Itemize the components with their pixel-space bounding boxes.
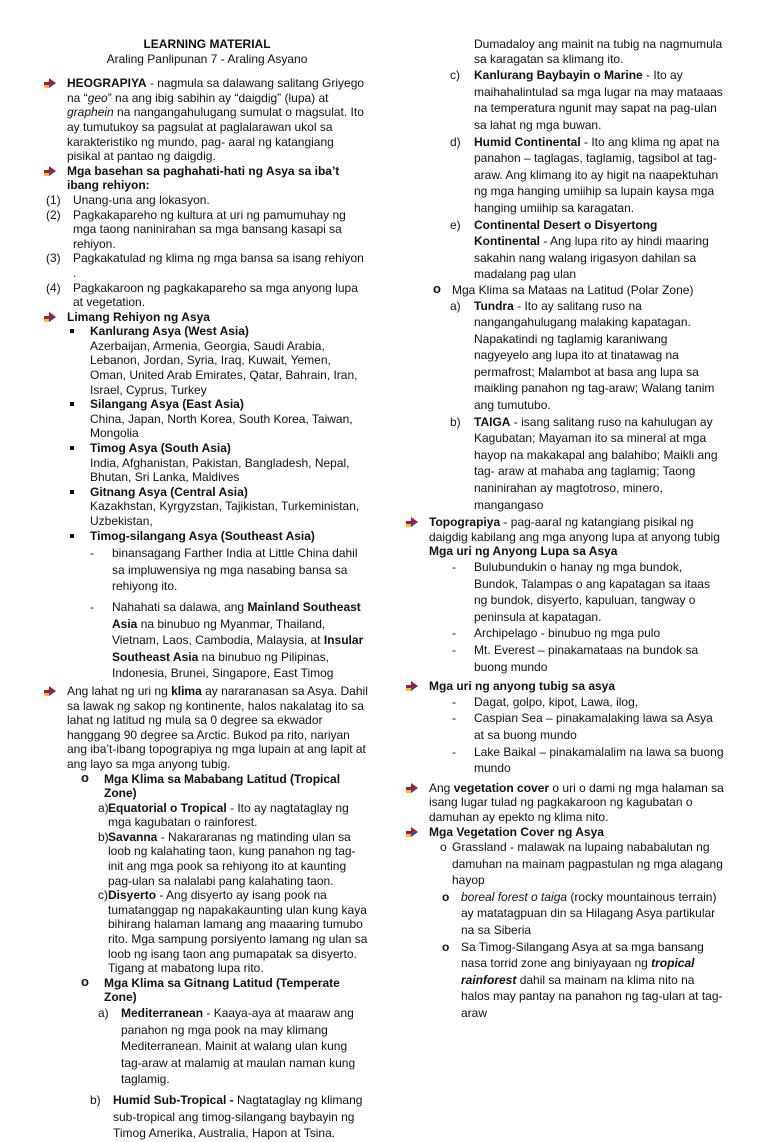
item-label: a) [98,1006,109,1020]
circle-bullet-icon: o [81,973,89,989]
arrow-bullet-icon [44,78,58,88]
klima-text: ay nararanasan sa Asya. Dahil sa lawak ng sakop ng kontinente, halos nakalatag ito sa lahat ng latitud ng mula sa 0 degree sa ekwador hanggang 90 degree sa Arctic. Bukod pa rito, nariyan ang iba’t-ibang topograpiya ng mga lupain at ang lapit at ang layo sa mga anyong tubig. [67,683,368,771]
climate-term: Kanlurang Baybayin o Marine [474,68,643,83]
climate-text: - Ito ay maihahalintulad sa mga lugar na may mataaas na temperatura ngunit may sapat na pag-ulan sa lahat ng mga buwan. [474,68,723,132]
arrow-bullet-icon [406,681,420,691]
heading-text: Mga Klima sa Mataas na Latitud (Polar Zone) [452,282,694,297]
doc-title: LEARNING MATERIAL [143,37,271,51]
klima-paragraph [44,684,370,772]
heograpiya-paragraph [44,76,370,164]
heading-text: Mga Klima sa Gitnang Latitud (Temperate Zone) [104,975,340,1005]
item-text: Archipelago - binubuo ng mga pulo [474,626,661,641]
batayan-heading [44,164,370,193]
dash-marker: - [452,711,456,726]
climate-continental-desert [406,217,724,283]
square-bullet-icon [70,402,74,406]
climate-text: - Ito ay nagtataglay ng mga kagubatan o rainforest. [108,800,349,830]
dash-marker: - [452,694,456,709]
item-text: Pagkakatulad ng klima ng mga bansa sa isang rehiyon . [73,251,364,280]
region-central-asia [44,485,370,529]
batayan-heading-text: Mga basehan sa paghahati-hati ng Asya sa iba’t ibang rehiyon: [67,163,340,193]
item-label: c) [450,68,460,83]
anyong-lupa-item [406,642,724,675]
item-label: b) [450,414,461,429]
heading-text: Mga Klima sa Mababang Latitud (Tropical Zone) [104,771,341,801]
boreal-term: boreal forest o taiga [461,889,568,904]
region-countries: China, Japan, North Korea, South Korea, Taiwan, Mongolia [90,411,353,441]
item-number: (4) [46,280,61,295]
item-text: Unang-una ang lokasyon. [73,192,210,207]
vegetation-tropical-rainforest [406,939,724,1022]
dash-marker: - [90,546,94,561]
item-number: (2) [46,207,61,222]
item-text: Dagat, golpo, kipot, Lawa, ilog, [474,694,639,709]
topograpiya-paragraph [406,515,724,559]
region-name: Gitnang Asya (Central Asia) [90,484,248,499]
arrow-bullet-icon [406,783,420,793]
circle-bullet-icon: o [433,280,441,296]
climate-text: - Ito ay salitang ruso na nangangahulugang malaking kapatagan. Napakatindi ng taglamig karaniwang nagyeyelo ang lupa ito at tinatawag na permafrost; Malambot at basa ang lupa sa maikling panahon ng tag-araw; Walang tanim ang tumutubo. [474,298,715,413]
climate-savanna [44,830,370,888]
climate-text: - Ang disyerto ay isang pook na tumatanggap ng napakakaunting ulan kung kaya bihirang halaman lamang ang maaaring tumubo rito. Mga sampung porsiyento lamang ng ulan sa loob ng isang taon ang pumapatak sa disyerto. Tigang at mabatong lupa rito. [108,888,368,976]
item-label: e) [450,217,461,232]
arrow-bullet-icon [44,312,58,322]
climate-text: Nagtataglay ng klimang sub-tropical ang timog-silangang baybayin ng Timog Amerika, Australia, Hapon at Tsina. [113,1092,363,1141]
anyong-tubig-heading [406,679,724,694]
climate-mediterranean [44,1005,370,1088]
dash-marker: - [90,599,94,614]
climate-term: TAIGA [474,414,511,429]
item-text: Pagkakapareho ng kultura at uri ng pamumuhay ng mga taong naninirahan sa mga bansang kasapi sa rehiyon. [73,207,346,251]
climate-humid-continental [406,134,724,217]
dash-marker: - [452,560,456,574]
item-label: b) [90,1092,101,1107]
vegetation-paragraph [406,781,724,825]
region-name: Kanlurang Asya (West Asia) [90,324,249,339]
anyong-tubig-item [406,744,724,777]
item-label: d) [450,134,461,149]
doc-subtitle: Araling Panlipunan 7 - Araling Asyano [106,51,308,66]
heading-text: Mga Vegetation Cover ng Asya [429,824,604,839]
climate-text: - isang salitang ruso na kahulugan ay Kagubatan; Mayaman ito sa mineral at mga hayop na makakapal ang balahibo; Maikli ang tag- araw at mahaba ang taglamig; Taong naninirahan ay magtotroso, minero, mangangaso [474,414,718,512]
region-name: Timog-silangang Asya (Southeast Asia) [90,528,315,543]
region-south-asia [44,441,370,485]
item-text: Mt. Everest – pinakamataas na bundok sa buong mundo [474,642,699,674]
climate-term: Mediterranean [121,1006,204,1020]
southeast-note-2 [44,599,370,682]
climate-term: Equatorial o Tropical [108,800,227,815]
graphein-word: graphein [67,105,114,120]
square-bullet-icon [70,534,74,538]
circle-bullet-icon: o [440,840,447,855]
anyong-tubig-item [406,694,724,711]
tropical-zone-heading [44,769,370,801]
item-text: Lake Baikal – pinakamalalim na lawa sa buong mundo [474,744,724,776]
item-text: Grassland - malawak na lupaing nababalutan ng damuhan na mainam pagpastulan ng mga alagang hayop [452,840,723,888]
dash-marker: - [452,642,456,657]
arrow-bullet-icon [44,686,58,696]
circle-bullet-icon: o [442,889,450,904]
climate-taiga [406,414,724,514]
circle-bullet-icon: o [81,769,89,785]
note-text: Nahahati sa dalawa, ang [112,599,248,614]
item-text: Caspian Sea – pinakamalaking lawa sa Asya at sa buong mundo [474,711,713,742]
rehiyon-heading-text: Limang Rehiyon ng Asya [67,309,210,324]
square-bullet-icon [70,490,74,494]
tropical-rainforest-term: tropical rainforest [461,956,695,987]
heograpiya-text-2: ” na ang ibig sabihin ay “daigdig” (lupa) at [107,90,329,105]
anyong-lupa-heading: Mga uri ng Anyong Lupa sa Asya [429,544,618,559]
list-item [44,251,370,280]
anyong-tubig-item [406,710,724,743]
region-southeast-asia [44,529,370,544]
climate-term: Humid Sub-Tropical - [113,1092,234,1107]
list-item [44,208,370,252]
list-item [44,281,370,310]
humid-subtropical-continued: Dumadaloy ang mainit na tubig na nagmumula sa karagatan sa klimang ito. [474,37,723,66]
insular-term: Insular Southeast Asia [112,633,364,664]
item-text: Sa Timog-Silangang Asya at sa mga bansang nasa torrid zone ang biniyayaan ng [461,939,704,971]
climate-humid-subtropical [44,1092,370,1142]
item-label: a) [450,298,461,313]
note-text: na binubuo ng Myanmar, Thailand, Vietnam, Laos, Cambodia, Malaysia, at [112,616,326,648]
region-countries: Kazakhstan, Kyrgyzstan, Tajikistan, Turkeministan, Uzbekistan, [90,499,360,528]
mainland-term: Mainland Southeast Asia [112,599,361,631]
arrow-bullet-icon [406,517,420,527]
vegetation-boreal [406,889,724,939]
dash-marker: - [452,626,456,641]
left-column [44,37,370,1142]
climate-text: - Nakararanas ng matinding ulan sa loob ng kalahating taon, kung panahon ng tag-init ang mga pook sa rehiyong ito at kaunting pag-ulan sa nalalabi pang kalahating taon. [108,829,356,888]
geo-word: geo [87,90,108,105]
anyong-lupa-item [406,625,724,642]
region-east-asia [44,397,370,441]
dash-marker: - [452,744,456,759]
climate-term: Savanna [108,829,158,844]
climate-equatorial [44,801,370,830]
circle-bullet-icon: o [442,939,450,954]
klima-text: Ang lahat ng uri ng [67,683,172,698]
vegetation-heading [406,825,724,840]
heograpiya-text-1: - nagmula sa dalawang salitang Griyego na “ [67,76,365,105]
vegetation-term: vegetation cover [453,780,550,795]
climate-disyerto [44,888,370,976]
heograpiya-text-3: na nangangahulugang sumulat o magsulat. Ito ay tumutukoy sa pagsulat at paglalarawan ukol sa karakteristiko ng mundo, pag- aaral ng katangiang pisikal at pantao ng daigdig. [67,105,364,164]
climate-term: Humid Continental [474,134,581,149]
polar-zone-heading [406,280,724,298]
climate-term: Disyerto [108,888,157,903]
square-bullet-icon [70,329,74,333]
climate-text: - Ang lupa rito ay hindi maaring sakahin nang walang irigasyon dahilan sa madalang pag ulan [474,234,709,282]
item-text: Bulubundukin o hanay ng mga bundok, Bundok, Talampas o ang kapatagan sa itaas ng bundok, disyerto, kapuluan, tangway o peninsula at kapatagan. [474,560,710,624]
region-name: Silangang Asya (East Asia) [90,397,244,412]
region-west-asia [44,324,370,397]
southeast-note-1-text: binansagang Farther India at Little China dahil sa impluwensiya ng mga nasabing bansa sa rehiyong ito. [112,546,358,594]
temperate-zone-heading [44,973,370,1005]
climate-marine [406,67,724,133]
item-text: (rocky mountainous terrain) ay matatagpuan din sa Hilagang Asya partikular na sa Siberia [461,889,717,938]
klima-term: klima [171,683,202,698]
region-name: Timog Asya (South Asia) [90,441,231,456]
square-bullet-icon [70,446,74,450]
climate-term: Continental Desert o Disyertong Kontinental [474,217,658,249]
topograpiya-term: Topograpiya [429,515,501,530]
region-countries: India, Afghanistan, Pakistan, Bangladesh, Nepal, Bhutan, Sri Lanka, Maldives [90,455,350,485]
vegetation-text: Ang [429,780,454,795]
batayan-list [44,193,370,310]
heading-text: Mga uri ng anyong tubig sa asya [429,679,616,694]
note-text: na binubuo ng Pilipinas, Indonesia, Brunei, Singapore, East Timog [112,649,334,681]
climate-text: - Kaaya-aya at maaraw ang panahon ng mga pook na may klimang Mediterranean. Mainit at walang ulan kung tag-araw at malamig at maulan naman kung taglamig. [121,1006,356,1087]
item-text: dahil sa mainam na klima nito na halos may pantay na panahon ng tag-ulan at tag-araw [461,972,723,1021]
climate-term: Tundra [474,298,514,313]
southeast-note-1 [44,545,370,595]
arrow-bullet-icon [44,166,58,176]
rehiyon-heading [44,310,370,325]
anyong-lupa-item [406,559,724,625]
climate-text: - Ito ang klima ng apat na panahon – taglagas, taglamig, tagsibol at tag-araw. Ang klimang ito ay higit na naapektuhan ng mga hanging umiihip sa lupain kaysa mga hanging umiihip sa karagatan. [474,134,720,215]
list-item [44,193,370,208]
item-label: a) [98,800,109,815]
item-number: (1) [46,192,61,207]
right-column [406,37,724,1022]
heograpiya-term: HEOGRAPIYA [67,76,147,91]
vegetation-grassland [406,839,724,889]
climate-tundra [406,298,724,414]
item-number: (3) [46,251,61,266]
item-text: Pagkakaroon ng pagkakapareho sa mga anyong lupa at vegetation. [73,280,358,310]
item-label: c) [98,888,108,903]
topograpiya-text: - pag-aaral ng katangiang pisikal ng daigdig kabilang ang mga anyong lupa at anyong tubig [429,515,720,544]
arrow-bullet-icon [406,827,420,837]
item-label: b) [98,829,109,844]
vegetation-text: o uri o dami ng mga halaman sa isang lugar tulad ng pagkakaroon ng kagubatan o damuhan ay epekto ng klima nito. [429,780,724,824]
region-countries: Azerbaijan, Armenia, Georgia, Saudi Arabia, Lebanon, Jordan, Syria, Iraq, Kuwait, Yemen, Oman, United Arab Emirates, Qatar, Bahrain, Iran, Israel, Cyprus, Turkey [90,338,358,397]
